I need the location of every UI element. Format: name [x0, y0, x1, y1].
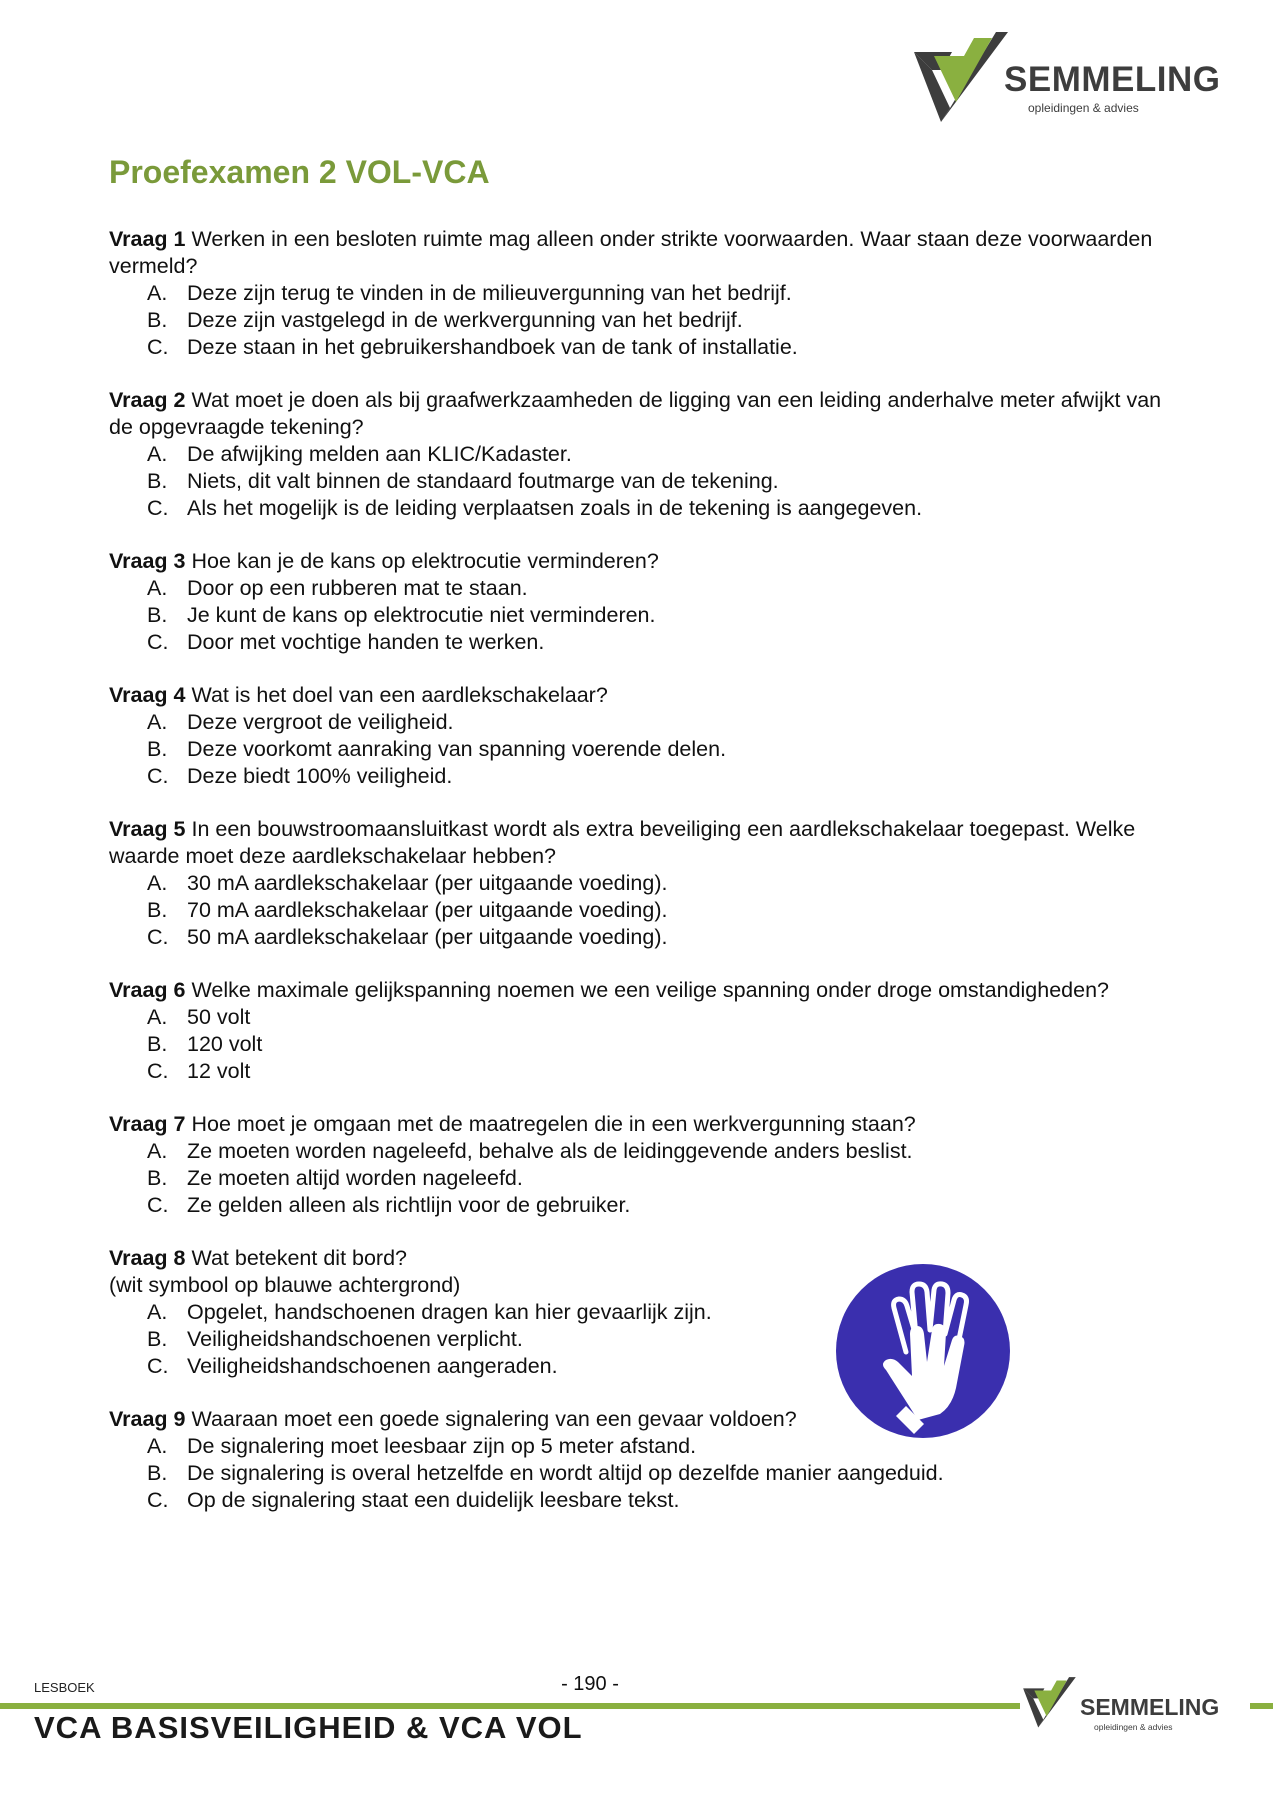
- brand-name: SEMMELING: [1004, 60, 1221, 99]
- option-text: Je kunt de kans op elektrocutie niet verminderen.: [187, 603, 656, 627]
- question-label: Vraag 7: [109, 1112, 186, 1136]
- question-1: [109, 226, 1189, 361]
- option-letter: A.: [147, 281, 168, 305]
- question-text: Hoe kan je de kans op elektrocutie verminderen?: [185, 549, 659, 573]
- option-text: Ze moeten worden nageleefd, behalve als de leidinggevende anders beslist.: [187, 1139, 913, 1163]
- option-text: Als het mogelijk is de leiding verplaatsen zoals in de tekening is aangegeven.: [187, 496, 923, 520]
- option-letter: C.: [147, 1059, 169, 1083]
- option-b: [147, 307, 1189, 334]
- question-subtext: (wit symbool op blauwe achtergrond): [109, 1273, 461, 1297]
- option-text: Deze biedt 100% veiligheid.: [187, 764, 453, 788]
- option-text: Deze zijn vastgelegd in de werkvergunning van het bedrijf.: [187, 308, 743, 332]
- option-text: 50 mA aardlekschakelaar (per uitgaande voeding).: [187, 925, 668, 949]
- brand-tagline: opleidingen & advies: [1094, 1722, 1173, 1732]
- question-label: Vraag 8: [109, 1246, 186, 1270]
- option-letter: B.: [147, 898, 168, 922]
- option-text: Veiligheidshandschoenen aangeraden.: [187, 1354, 558, 1378]
- option-letter: C.: [147, 925, 169, 949]
- question-text: Wat moet je doen als bij graafwerkzaamheden de ligging van een leiding anderhalve meter afwijkt van de opgevraagde tekening?: [109, 388, 1162, 439]
- footer-title: VCA BASISVEILIGHEID & VCA VOL: [34, 1710, 583, 1745]
- option-text: Veiligheidshandschoenen verplicht.: [187, 1327, 523, 1351]
- option-c: [147, 1192, 1189, 1219]
- question-text: In een bouwstroomaansluitkast wordt als extra beveiliging een aardlekschakelaar toegepast. Welke waarde moet deze aardlekschakelaar hebben?: [109, 817, 1136, 868]
- option-letter: C.: [147, 335, 169, 359]
- option-c: [147, 763, 1189, 790]
- option-b: [147, 1031, 1189, 1058]
- question-2: [109, 387, 1189, 522]
- option-text: Op de signalering staat een duidelijk leesbare tekst.: [187, 1488, 680, 1512]
- option-a: [147, 1138, 1189, 1165]
- question-3: [109, 548, 1189, 656]
- option-letter: A.: [147, 1139, 168, 1163]
- question-text: Hoe moet je omgaan met de maatregelen die in een werkvergunning staan?: [185, 1112, 916, 1136]
- option-text: Ze moeten altijd worden nageleefd.: [187, 1166, 523, 1190]
- question-6: [109, 977, 1189, 1085]
- question-9: [109, 1406, 1189, 1514]
- page-number: - 190 -: [561, 1673, 619, 1695]
- semmeling-logo-bottom: [1020, 1672, 1250, 1742]
- option-b: [147, 1165, 1189, 1192]
- safety-gloves-mandatory-icon: [828, 1256, 1018, 1446]
- question-4: [109, 682, 1189, 790]
- option-letter: A.: [147, 1005, 168, 1029]
- option-letter: B.: [147, 1327, 168, 1351]
- question-label: Vraag 3: [109, 549, 186, 573]
- option-a: [147, 1433, 1189, 1460]
- option-text: Deze vergroot de veiligheid.: [187, 710, 454, 734]
- option-letter: A.: [147, 576, 168, 600]
- option-text: 12 volt: [187, 1059, 251, 1083]
- option-c: [147, 495, 1189, 522]
- checkmark-logo-icon: [912, 30, 1012, 130]
- option-text: Niets, dit valt binnen de standaard foutmarge van de tekening.: [187, 469, 779, 493]
- option-b: [147, 468, 1189, 495]
- option-text: De signalering moet leesbaar zijn op 5 meter afstand.: [187, 1434, 697, 1458]
- option-letter: C.: [147, 764, 169, 788]
- question-7: [109, 1111, 1189, 1219]
- option-letter: B.: [147, 1166, 168, 1190]
- option-b: [147, 1460, 1189, 1487]
- question-label: Vraag 2: [109, 388, 186, 412]
- option-a: [147, 441, 1189, 468]
- option-letter: A.: [147, 710, 168, 734]
- question-8: [109, 1245, 1189, 1380]
- option-text: Deze zijn terug te vinden in de milieuvergunning van het bedrijf.: [187, 281, 792, 305]
- option-letter: C.: [147, 630, 169, 654]
- option-text: De afwijking melden aan KLIC/Kadaster.: [187, 442, 572, 466]
- option-letter: B.: [147, 1032, 168, 1056]
- question-label: Vraag 1: [109, 227, 186, 251]
- question-text: Waaraan moet een goede signalering van een gevaar voldoen?: [185, 1407, 797, 1431]
- option-text: De signalering is overal hetzelfde en wordt altijd op dezelfde manier aangeduid.: [187, 1461, 944, 1485]
- option-text: Deze voorkomt aanraking van spanning voerende delen.: [187, 737, 727, 761]
- question-label: Vraag 6: [109, 978, 186, 1002]
- option-text: Deze staan in het gebruikershandboek van de tank of installatie.: [187, 335, 798, 359]
- option-letter: A.: [147, 1434, 168, 1458]
- option-text: 30 mA aardlekschakelaar (per uitgaande voeding).: [187, 871, 668, 895]
- option-text: Door op een rubberen mat te staan.: [187, 576, 528, 600]
- question-5: [109, 816, 1189, 951]
- question-text: Werken in een besloten ruimte mag alleen onder strikte voorwaarden. Waar staan deze voorwaarden vermeld?: [109, 227, 1153, 278]
- brand-name: SEMMELING: [1080, 1694, 1220, 1720]
- option-b: [147, 1326, 1189, 1353]
- option-letter: C.: [147, 1354, 169, 1378]
- option-text: 50 volt: [187, 1005, 251, 1029]
- option-text: 70 mA aardlekschakelaar (per uitgaande voeding).: [187, 898, 668, 922]
- option-b: [147, 602, 1189, 629]
- option-letter: C.: [147, 1488, 169, 1512]
- option-b: [147, 736, 1189, 763]
- exam-questions: [109, 226, 1189, 1540]
- option-text: 120 volt: [187, 1032, 263, 1056]
- option-letter: A.: [147, 442, 168, 466]
- option-b: [147, 897, 1189, 924]
- option-letter: B.: [147, 308, 168, 332]
- question-text: Wat is het doel van een aardlekschakelaar?: [185, 683, 608, 707]
- option-text: Opgelet, handschoenen dragen kan hier gevaarlijk zijn.: [187, 1300, 712, 1324]
- option-letter: A.: [147, 871, 168, 895]
- checkmark-logo-icon: [1022, 1676, 1078, 1732]
- option-c: [147, 1487, 1189, 1514]
- option-letter: B.: [147, 1461, 168, 1485]
- footer-label: LESBOEK: [34, 1680, 95, 1695]
- question-label: Vraag 4: [109, 683, 186, 707]
- option-letter: A.: [147, 1300, 168, 1324]
- option-a: [147, 280, 1189, 307]
- option-a: [147, 870, 1189, 897]
- semmeling-logo-top: [912, 30, 1232, 130]
- option-c: [147, 629, 1189, 656]
- option-letter: B.: [147, 737, 168, 761]
- option-a: [147, 575, 1189, 602]
- option-letter: B.: [147, 603, 168, 627]
- option-c: [147, 1353, 1189, 1380]
- option-c: [147, 334, 1189, 361]
- question-text: Welke maximale gelijkspanning noemen we een veilige spanning onder droge omstandigheden?: [185, 978, 1110, 1002]
- question-label: Vraag 5: [109, 817, 186, 841]
- option-text: Ze gelden alleen als richtlijn voor de gebruiker.: [187, 1193, 631, 1217]
- option-c: [147, 1058, 1189, 1085]
- option-a: [147, 709, 1189, 736]
- brand-tagline: opleidingen & advies: [1028, 101, 1139, 115]
- option-letter: C.: [147, 1193, 169, 1217]
- page-title: Proefexamen 2 VOL-VCA: [109, 154, 490, 190]
- option-text: Door met vochtige handen te werken.: [187, 630, 545, 654]
- option-letter: C.: [147, 496, 169, 520]
- option-a: [147, 1299, 1189, 1326]
- question-label: Vraag 9: [109, 1407, 186, 1431]
- option-letter: B.: [147, 469, 168, 493]
- option-c: [147, 924, 1189, 951]
- option-a: [147, 1004, 1189, 1031]
- question-text: Wat betekent dit bord?: [185, 1246, 407, 1270]
